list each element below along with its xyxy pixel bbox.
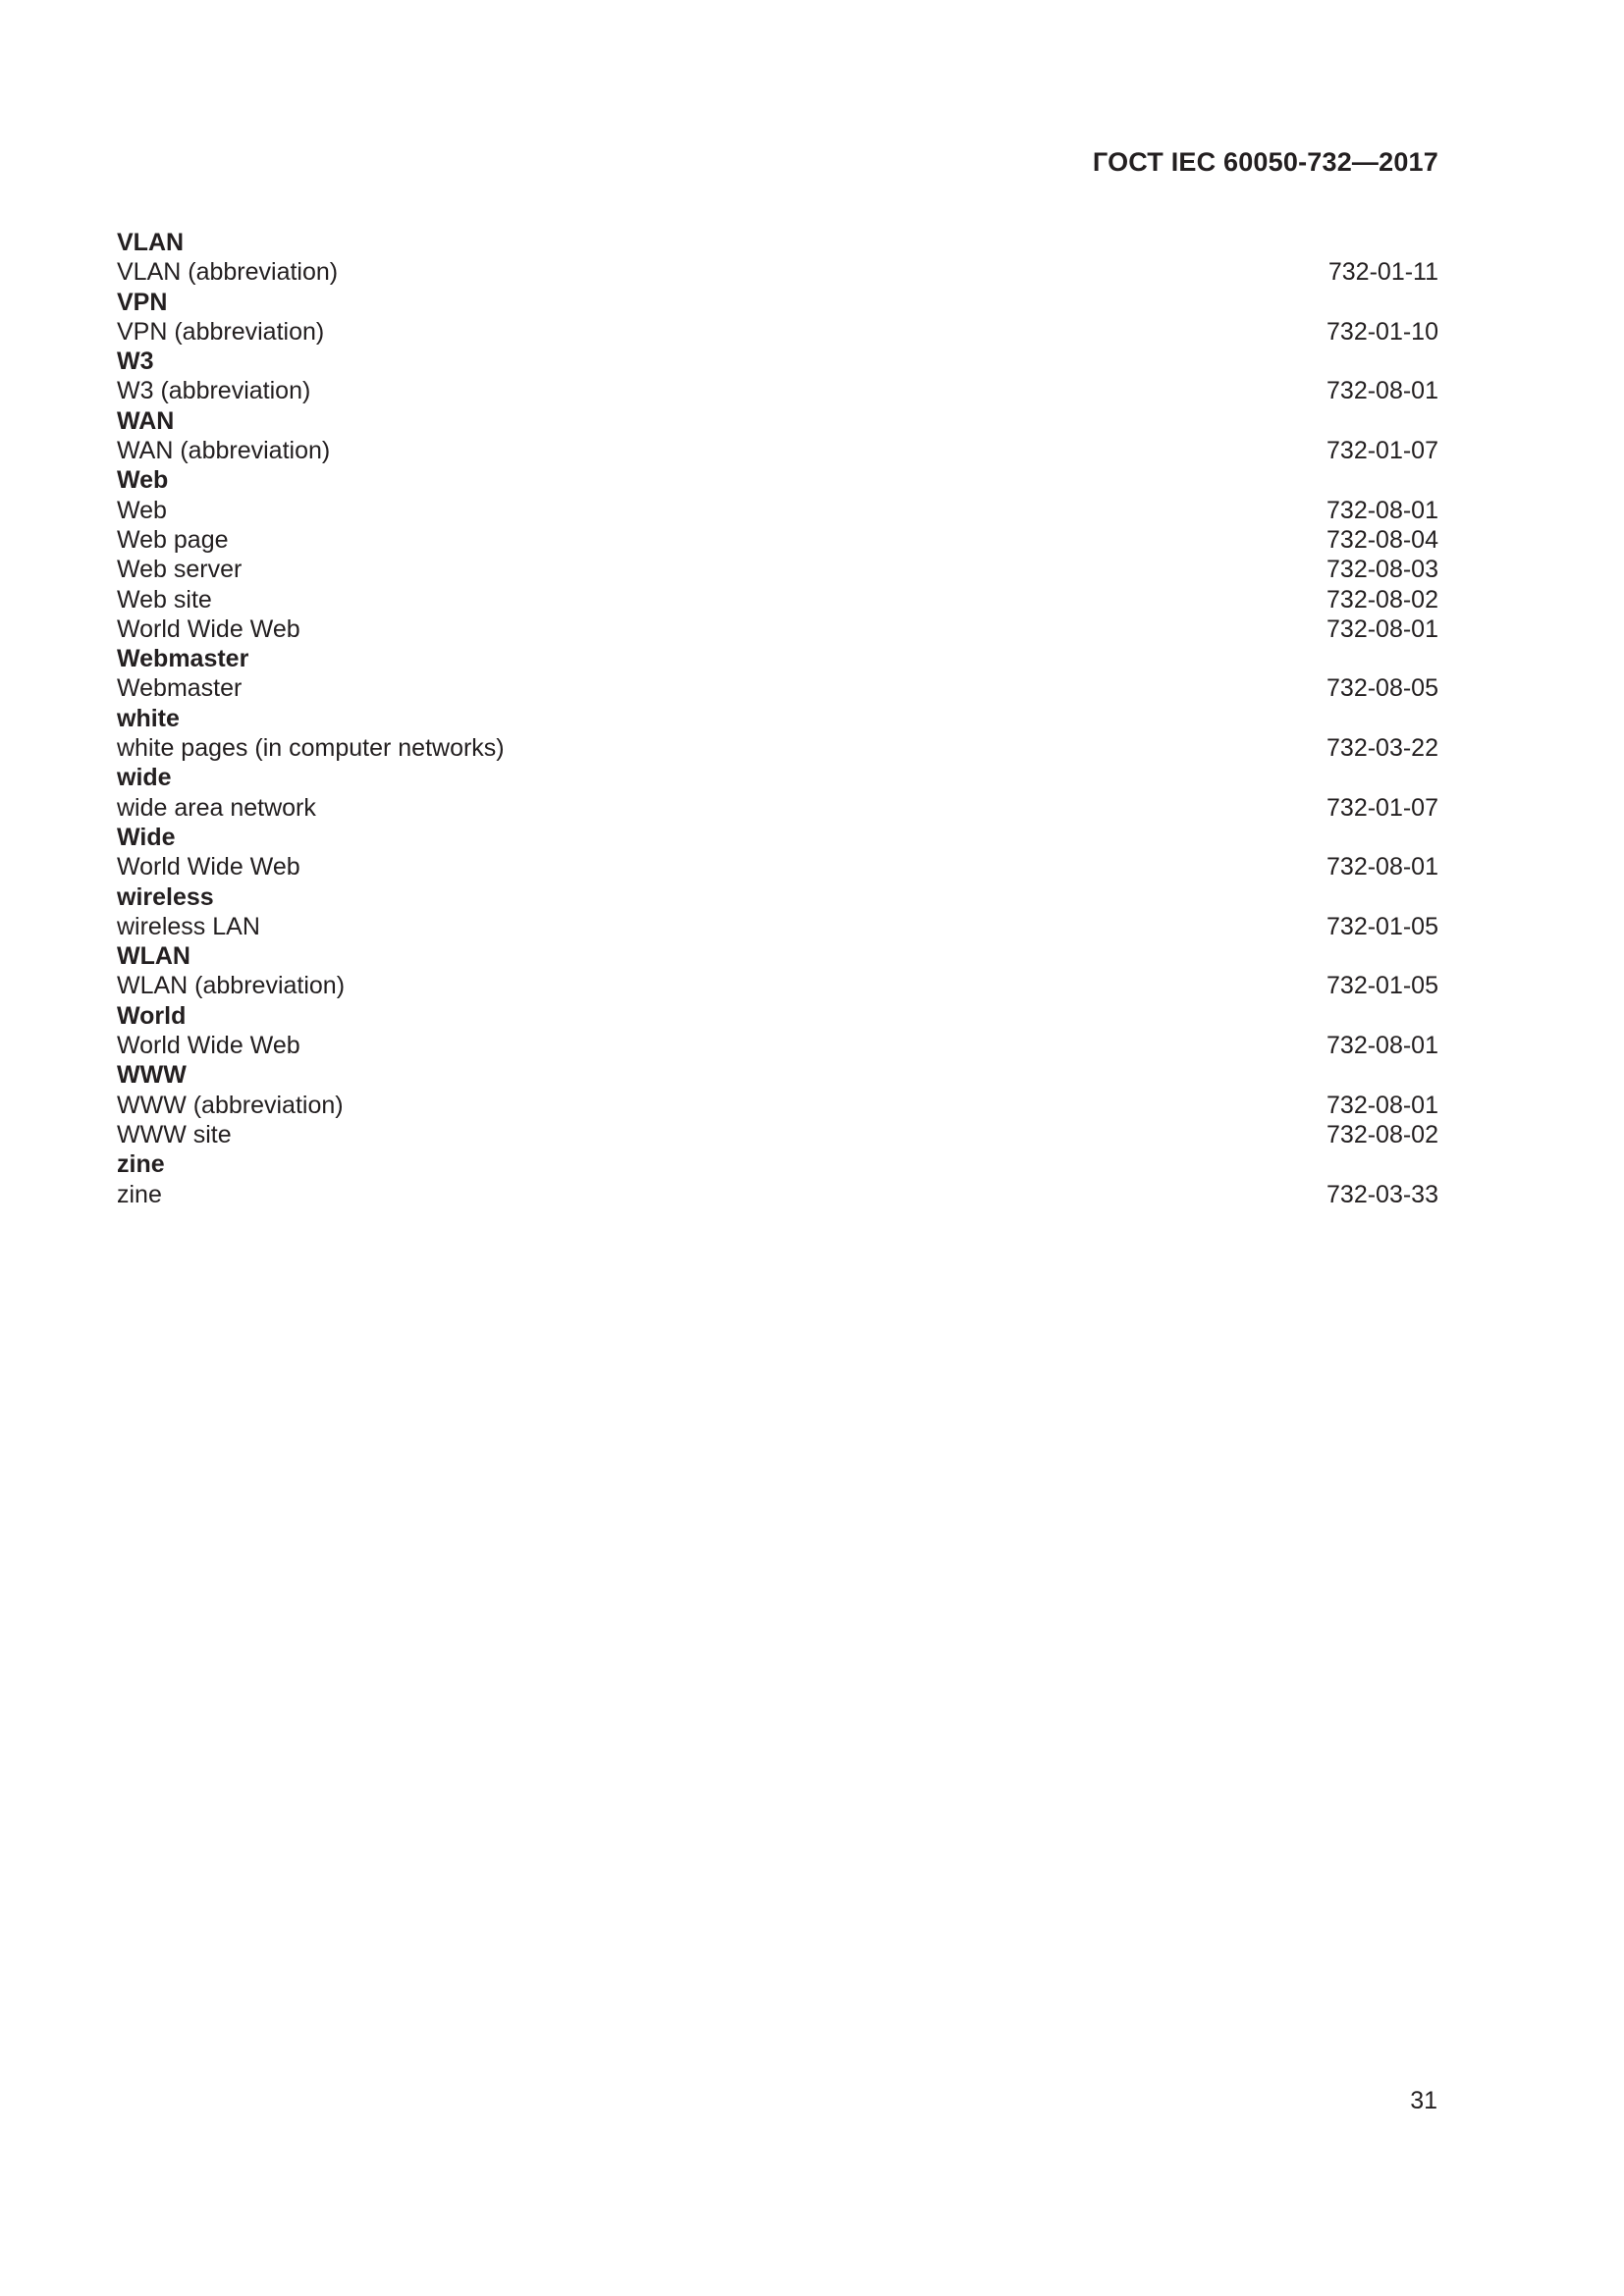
index-group-heading: W3: [117, 347, 154, 376]
index-entry-code: 732-01-10: [1326, 317, 1438, 346]
index-group-heading: WAN: [117, 406, 175, 435]
index-entry-code: 732-08-02: [1326, 1120, 1438, 1148]
index-entry-term: Web site: [117, 585, 212, 614]
index-entry-term: wide area network: [117, 793, 316, 822]
index-group-heading: World: [117, 1001, 187, 1030]
index-group-heading: wide: [117, 764, 172, 792]
index-group-heading: Webmaster: [117, 645, 249, 673]
index-entry-term: zine: [117, 1180, 162, 1208]
index-group-heading: VLAN: [117, 229, 185, 256]
term-index: [117, 228, 1438, 1209]
index-entry: [117, 1091, 1438, 1120]
index-entry: [117, 496, 1438, 525]
index-group-heading: WWW: [117, 1061, 187, 1090]
document-id-header: ГОСТ IEC 60050-732—2017: [1092, 147, 1438, 177]
index-entry-term: W3 (abbreviation): [117, 377, 311, 405]
index-group-heading: zine: [117, 1150, 165, 1179]
index-entry-term: World Wide Web: [117, 1032, 300, 1060]
index-entry: [117, 317, 1438, 347]
index-entry-term: World Wide Web: [117, 614, 300, 643]
index-entry: [117, 852, 1438, 881]
index-entry-code: 732-01-05: [1326, 912, 1438, 940]
index-entry-term: Web page: [117, 525, 229, 554]
index-entry-term: WAN (abbreviation): [117, 437, 331, 465]
index-group-heading: Wide: [117, 823, 176, 851]
index-entry: [117, 793, 1438, 823]
index-entry-term: World Wide Web: [117, 853, 300, 881]
index-entry-code: 732-01-07: [1326, 793, 1438, 822]
index-entry-code: 732-08-04: [1326, 525, 1438, 554]
index-entry: [117, 376, 1438, 405]
index-entry-term: Web server: [117, 556, 243, 584]
index-entry-term: white pages (in computer networks): [117, 734, 505, 763]
index-entry-term: WLAN (abbreviation): [117, 972, 346, 1000]
index-entry: [117, 971, 1438, 1000]
index-entry-code: 732-08-01: [1326, 496, 1438, 524]
index-entry: [117, 673, 1438, 703]
index-entry-code: 732-01-11: [1327, 258, 1438, 287]
index-group-heading: VPN: [117, 288, 168, 316]
index-entry-code: 732-08-01: [1326, 1032, 1438, 1060]
index-entry: [117, 555, 1438, 584]
index-entry: [117, 1120, 1438, 1149]
index-entry-term: VPN (abbreviation): [117, 317, 325, 346]
index-group-heading: white: [117, 704, 180, 732]
index-entry-code: 732-03-33: [1326, 1180, 1438, 1208]
index-group-heading: Web: [117, 466, 169, 495]
index-entry-code: 732-08-02: [1326, 585, 1438, 614]
index-entry-code: 732-01-05: [1326, 972, 1438, 1000]
page-number: 31: [1410, 2087, 1437, 2114]
index-group-heading: wireless: [117, 882, 214, 911]
index-entry-code: 732-08-01: [1326, 614, 1438, 643]
index-entry-code: 732-08-03: [1326, 556, 1438, 584]
index-entry: [117, 1180, 1438, 1209]
index-entry-code: 732-08-01: [1326, 1091, 1438, 1119]
index-entry-code: 732-08-01: [1326, 853, 1438, 881]
index-entry: [117, 614, 1438, 644]
index-entry-term: wireless LAN: [117, 912, 260, 940]
index-entry: [117, 525, 1438, 555]
index-entry-term: Webmaster: [117, 674, 243, 703]
index-entry: [117, 733, 1438, 763]
index-entry-code: 732-03-22: [1326, 734, 1438, 763]
index-entry: [117, 257, 1438, 287]
index-entry: [117, 436, 1438, 465]
index-entry: [117, 585, 1438, 614]
index-entry-code: 732-01-07: [1326, 437, 1438, 465]
index-entry-code: 732-08-05: [1326, 674, 1438, 703]
index-entry: [117, 1031, 1438, 1060]
index-entry-code: 732-08-01: [1326, 377, 1438, 405]
index-entry-term: WWW site: [117, 1120, 232, 1148]
index-entry-term: WWW (abbreviation): [117, 1091, 344, 1119]
index-entry-term: VLAN (abbreviation): [117, 258, 339, 287]
index-entry-term: Web: [117, 496, 167, 524]
index-group-heading: WLAN: [117, 942, 190, 971]
index-entry: [117, 912, 1438, 941]
